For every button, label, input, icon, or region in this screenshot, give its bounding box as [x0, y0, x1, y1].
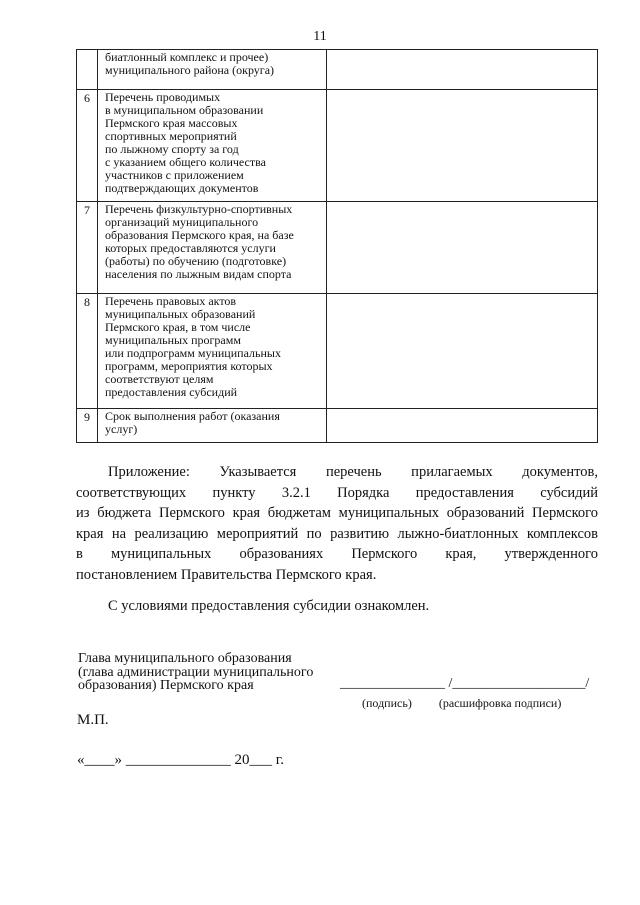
- table-row: [77, 50, 598, 90]
- row-description: [98, 294, 327, 409]
- row-number: 7: [77, 202, 98, 294]
- date-line: «____» ______________ 20___ г.: [77, 752, 284, 768]
- row-description-line: организаций муниципального: [105, 215, 259, 229]
- signature-captions: [362, 696, 561, 711]
- row-description: [98, 409, 327, 443]
- row-description-line: соответствуют целям: [105, 372, 214, 386]
- row-description-line: или подпрограмм муниципальных: [105, 346, 281, 360]
- row-value-cell: [327, 202, 598, 294]
- table-row: [77, 202, 598, 294]
- appendix-line: из бюджета Пермского края бюджетам муниципальных образований Пермского: [76, 505, 598, 521]
- signatory-title: [78, 652, 313, 693]
- row-number: 6: [77, 90, 98, 202]
- appendix-line: постановлением Правительства Пермского края.: [76, 566, 377, 583]
- row-value-cell: [327, 50, 598, 90]
- row-description-line: которых предоставляются услуги: [105, 241, 276, 255]
- stamp-label: М.П.: [77, 712, 109, 728]
- row-description-line: Срок выполнения работ (оказания: [105, 409, 280, 423]
- row-number: 8: [77, 294, 98, 409]
- page-number: 11: [313, 29, 327, 44]
- appendix-line: в муниципальных образованиях Пермского края, утвержденного: [76, 546, 598, 562]
- signature-fields: _______________ /___________________/: [340, 676, 590, 691]
- row-description-line: Пермского края массовых: [105, 116, 238, 130]
- row-value-cell: [327, 90, 598, 202]
- row-value-cell: [327, 294, 598, 409]
- appendix-line: Приложение: Указывается перечень прилагаемых документов,: [108, 464, 598, 480]
- row-description-line: муниципального района (округа): [105, 63, 275, 77]
- table-row: [77, 90, 598, 202]
- signature-caption: (подпись): [362, 696, 412, 710]
- row-value-cell: [327, 409, 598, 443]
- decoding-caption: (расшифровка подписи): [438, 696, 562, 710]
- row-description-line: по лыжному спорту за год: [105, 142, 239, 156]
- row-description: [98, 90, 327, 202]
- row-description: [98, 202, 327, 294]
- row-description-line: предоставления субсидий: [105, 385, 238, 399]
- row-description-line: образования Пермского края, на базе: [105, 228, 294, 242]
- appendix-line: края на реализацию мероприятий по развитию лыжно-биатлонных комплексов: [76, 525, 598, 542]
- row-description: [98, 50, 327, 90]
- row-description-line: Перечень проводимых: [105, 90, 221, 104]
- appendix-paragraph: [76, 462, 598, 585]
- row-description-line: населения по лыжным видам спорта: [105, 267, 292, 281]
- appendix-line: соответствующих пункту 3.2.1 Порядка предоставления субсидий: [76, 484, 598, 501]
- acknowledgement-text: С условиями предоставления субсидии ознакомлен.: [108, 598, 430, 614]
- row-description-line: Пермского края, в том числе: [105, 320, 251, 334]
- row-description-line: биатлонный комплекс и прочее): [105, 50, 269, 64]
- row-description-line: муниципальных программ: [105, 333, 241, 347]
- row-description-line: Перечень физкультурно-спортивных: [105, 202, 293, 216]
- row-description-line: подтверждающих документов: [105, 181, 259, 195]
- row-number: 9: [77, 409, 98, 443]
- row-number: [77, 50, 98, 90]
- row-description-line: (работы) по обучению (подготовке): [105, 254, 287, 268]
- row-description-line: в муниципальном образовании: [105, 103, 264, 117]
- row-description-line: Перечень правовых актов: [105, 294, 237, 308]
- signatory-line: образования) Пермского края: [78, 678, 254, 693]
- row-description-line: спортивных мероприятий: [105, 129, 237, 143]
- row-description-line: участников с приложением: [105, 168, 244, 182]
- signatory-line: Глава муниципального образования: [78, 651, 292, 666]
- row-description-line: программ, мероприятия которых: [105, 359, 273, 373]
- table-row: [77, 294, 598, 409]
- table-row: [77, 409, 598, 443]
- form-table: [76, 49, 598, 443]
- acknowledgement-paragraph: [76, 596, 598, 617]
- row-description-line: муниципальных образований: [105, 307, 256, 321]
- signatory-line: (глава администрации муниципального: [78, 664, 314, 680]
- row-description-line: с указанием общего количества: [105, 155, 266, 169]
- row-description-line: услуг): [105, 422, 138, 436]
